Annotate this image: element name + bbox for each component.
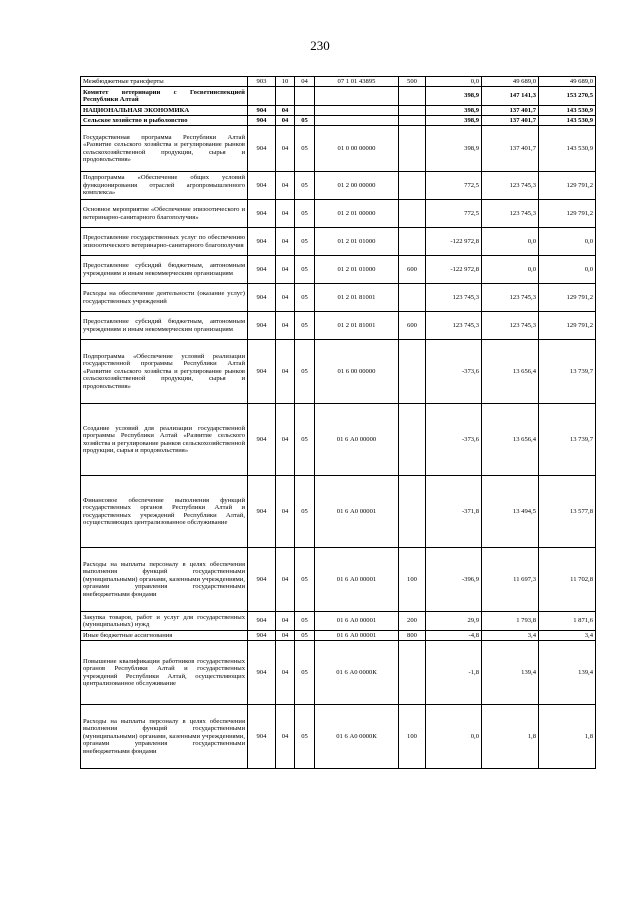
- row-subsection-code: 05: [295, 116, 315, 126]
- row-expense-type: 100: [399, 548, 426, 612]
- row-name: Повышение квалификации работников государственных органов Республики Алтай и государственных учреждений Республики Алтай, осуществляющих централизованное обслуживание: [81, 641, 248, 705]
- row-expense-type: [399, 172, 426, 200]
- row-ministry-code: 904: [248, 612, 276, 631]
- row-target-article: 01 6 А0 00001: [315, 612, 399, 631]
- table-row: [81, 612, 596, 631]
- row-expense-type: [399, 200, 426, 228]
- table-row: [81, 404, 596, 476]
- row-section-code: 04: [276, 476, 295, 548]
- row-ministry-code: 904: [248, 172, 276, 200]
- row-target-article: 01 2 01 81001: [315, 284, 399, 312]
- row-amount-2: 137 401,7: [482, 106, 539, 116]
- row-ministry-code: 904: [248, 312, 276, 340]
- row-amount-2: 49 689,0: [482, 77, 539, 87]
- row-ministry-code: 903: [248, 77, 276, 87]
- row-ministry-code: 904: [248, 200, 276, 228]
- row-amount-1: -396,9: [426, 548, 482, 612]
- row-amount-1: -373,6: [426, 340, 482, 404]
- row-amount-1: -1,8: [426, 641, 482, 705]
- row-name: Подпрограмма «Обеспечение условий реализации государственной программы Республики Алтай «Развитие сельского хозяйства и регулирование рынков сельскохозяйственной продукции, сырья и продовольствия»: [81, 340, 248, 404]
- row-target-article: 07 1 01 43895: [315, 77, 399, 87]
- row-name: Подпрограмма «Обеспечение общих условий функционирования отраслей агропромышленного комплекса»: [81, 172, 248, 200]
- row-subsection-code: [295, 106, 315, 116]
- row-subsection-code: 05: [295, 612, 315, 631]
- row-ministry-code: 904: [248, 476, 276, 548]
- row-expense-type: 800: [399, 631, 426, 641]
- row-subsection-code: 05: [295, 126, 315, 172]
- table-row: [81, 116, 596, 126]
- row-section-code: 04: [276, 126, 295, 172]
- row-section-code: 04: [276, 256, 295, 284]
- row-target-article: 01 6 00 00000: [315, 340, 399, 404]
- row-amount-2: 123 745,3: [482, 312, 539, 340]
- row-ministry-code: 904: [248, 548, 276, 612]
- table-row: [81, 284, 596, 312]
- row-amount-3: 129 791,2: [539, 200, 596, 228]
- row-ministry-code: 904: [248, 256, 276, 284]
- row-expense-type: [399, 340, 426, 404]
- row-name: Закупка товаров, работ и услуг для государственных (муниципальных) нужд: [81, 612, 248, 631]
- row-amount-1: 398,9: [426, 116, 482, 126]
- row-ministry-code: 904: [248, 284, 276, 312]
- row-name: Государственная программа Республики Алтай «Развитие сельского хозяйства и регулирование рынков сельскохозяйственной продукции, сырья и продовольствия»: [81, 126, 248, 172]
- row-amount-1: 0,0: [426, 77, 482, 87]
- page-number: 230: [310, 38, 330, 53]
- row-name: Расходы на обеспечение деятельности (оказание услуг) государственных учреждений: [81, 284, 248, 312]
- row-target-article: 01 2 01 01000: [315, 256, 399, 284]
- row-target-article: 01 2 01 01000: [315, 228, 399, 256]
- row-name: Сельское хозяйство и рыболовство: [81, 116, 248, 126]
- table-row: [81, 256, 596, 284]
- row-amount-2: 139,4: [482, 641, 539, 705]
- row-subsection-code: 05: [295, 705, 315, 769]
- row-name: Расходы на выплаты персоналу в целях обеспечения выполнения функций государственными (муниципальными) органами, казенными учреждениями, органами управления государственными внебюджетными фондами: [81, 548, 248, 612]
- row-subsection-code: 05: [295, 312, 315, 340]
- row-target-article: 01 6 А0 00000: [315, 404, 399, 476]
- row-subsection-code: 05: [295, 641, 315, 705]
- row-subsection-code: 05: [295, 200, 315, 228]
- row-section-code: 04: [276, 631, 295, 641]
- row-target-article: 01 6 А0 0000К: [315, 705, 399, 769]
- row-amount-1: -122 972,8: [426, 228, 482, 256]
- row-amount-3: 11 702,8: [539, 548, 596, 612]
- budget-table-body: [81, 77, 596, 769]
- row-section-code: 04: [276, 200, 295, 228]
- table-row: [81, 340, 596, 404]
- row-name: Предоставление субсидий бюджетным, автономным учреждениям и иным некоммерческим организациям: [81, 256, 248, 284]
- table-row: [81, 548, 596, 612]
- row-amount-2: 11 697,3: [482, 548, 539, 612]
- row-name: НАЦИОНАЛЬНАЯ ЭКОНОМИКА: [81, 106, 248, 116]
- row-subsection-code: [295, 87, 315, 106]
- row-expense-type: [399, 284, 426, 312]
- row-amount-3: 129 791,2: [539, 312, 596, 340]
- row-name: Комитет ветеринарии с Госветинспекцией Республики Алтай: [81, 87, 248, 106]
- row-amount-3: 129 791,2: [539, 284, 596, 312]
- row-amount-2: 13 494,5: [482, 476, 539, 548]
- row-target-article: [315, 116, 399, 126]
- row-amount-3: 49 689,0: [539, 77, 596, 87]
- table-row: [81, 312, 596, 340]
- row-ministry-code: 904: [248, 228, 276, 256]
- row-name: Межбюджетные трансферты: [81, 77, 248, 87]
- row-section-code: 04: [276, 284, 295, 312]
- row-name: Финансовое обеспечение выполнения функций государственных органов Республики Алтай и государственных учреждений Республики Алтай, осуществляющих централизованное обслуживание: [81, 476, 248, 548]
- row-amount-3: 13 739,7: [539, 404, 596, 476]
- row-target-article: 01 6 А0 00001: [315, 476, 399, 548]
- row-amount-2: 137 401,7: [482, 126, 539, 172]
- table-row: [81, 106, 596, 116]
- row-subsection-code: 05: [295, 548, 315, 612]
- row-amount-1: 29,9: [426, 612, 482, 631]
- table-row: [81, 705, 596, 769]
- row-section-code: 04: [276, 705, 295, 769]
- row-ministry-code: 904: [248, 340, 276, 404]
- row-subsection-code: 05: [295, 340, 315, 404]
- row-subsection-code: 05: [295, 172, 315, 200]
- row-ministry-code: 904: [248, 631, 276, 641]
- row-ministry-code: 904: [248, 705, 276, 769]
- row-amount-2: 0,0: [482, 256, 539, 284]
- row-amount-3: 143 530,9: [539, 116, 596, 126]
- row-amount-2: 137 401,7: [482, 116, 539, 126]
- row-target-article: [315, 87, 399, 106]
- row-expense-type: 200: [399, 612, 426, 631]
- row-section-code: 04: [276, 548, 295, 612]
- row-target-article: 01 6 А0 00001: [315, 631, 399, 641]
- row-subsection-code: 04: [295, 77, 315, 87]
- row-section-code: 04: [276, 340, 295, 404]
- row-target-article: 01 2 01 81001: [315, 312, 399, 340]
- row-target-article: 01 6 А0 0000К: [315, 641, 399, 705]
- budget-table: [80, 76, 596, 769]
- row-amount-1: 398,9: [426, 106, 482, 116]
- row-amount-3: 1 871,6: [539, 612, 596, 631]
- row-section-code: 04: [276, 172, 295, 200]
- row-expense-type: 500: [399, 77, 426, 87]
- row-section-code: 04: [276, 312, 295, 340]
- row-expense-type: [399, 116, 426, 126]
- table-row: [81, 77, 596, 87]
- row-amount-1: -122 972,8: [426, 256, 482, 284]
- row-amount-3: 0,0: [539, 228, 596, 256]
- row-expense-type: [399, 106, 426, 116]
- table-row: [81, 87, 596, 106]
- row-target-article: 01 0 00 00000: [315, 126, 399, 172]
- row-amount-3: 143 530,9: [539, 106, 596, 116]
- row-amount-3: 13 739,7: [539, 340, 596, 404]
- row-amount-3: 129 791,2: [539, 172, 596, 200]
- row-expense-type: 600: [399, 312, 426, 340]
- row-subsection-code: 05: [295, 228, 315, 256]
- row-amount-3: 0,0: [539, 256, 596, 284]
- row-amount-2: 13 656,4: [482, 404, 539, 476]
- row-subsection-code: 05: [295, 256, 315, 284]
- row-amount-3: 1,8: [539, 705, 596, 769]
- row-expense-type: 100: [399, 705, 426, 769]
- row-amount-2: 123 745,3: [482, 172, 539, 200]
- row-ministry-code: 904: [248, 126, 276, 172]
- row-amount-1: 772,5: [426, 172, 482, 200]
- row-amount-1: 398,9: [426, 126, 482, 172]
- row-amount-3: 139,4: [539, 641, 596, 705]
- row-subsection-code: 05: [295, 404, 315, 476]
- table-row: [81, 228, 596, 256]
- row-section-code: 04: [276, 404, 295, 476]
- table-row: [81, 631, 596, 641]
- row-amount-2: 13 656,4: [482, 340, 539, 404]
- row-amount-2: 1 793,8: [482, 612, 539, 631]
- row-amount-1: 398,9: [426, 87, 482, 106]
- row-expense-type: [399, 404, 426, 476]
- row-section-code: 04: [276, 612, 295, 631]
- row-amount-3: 3,4: [539, 631, 596, 641]
- row-target-article: [315, 106, 399, 116]
- row-amount-2: 0,0: [482, 228, 539, 256]
- row-amount-1: 123 745,3: [426, 284, 482, 312]
- row-amount-2: 3,4: [482, 631, 539, 641]
- row-section-code: 04: [276, 641, 295, 705]
- row-amount-1: -373,6: [426, 404, 482, 476]
- row-amount-1: -371,8: [426, 476, 482, 548]
- row-expense-type: [399, 228, 426, 256]
- row-amount-2: 123 745,3: [482, 284, 539, 312]
- row-expense-type: [399, 641, 426, 705]
- table-row: [81, 641, 596, 705]
- row-section-code: 10: [276, 77, 295, 87]
- row-amount-2: 147 141,3: [482, 87, 539, 106]
- row-subsection-code: 05: [295, 476, 315, 548]
- row-name: Предоставление государственных услуг по обеспечению эпизоотического ветеринарно-санитарного благополучия: [81, 228, 248, 256]
- row-amount-1: -4,8: [426, 631, 482, 641]
- row-amount-1: 123 745,3: [426, 312, 482, 340]
- row-subsection-code: 05: [295, 284, 315, 312]
- row-ministry-code: 904: [248, 116, 276, 126]
- row-amount-3: 13 577,8: [539, 476, 596, 548]
- row-name: Создание условий для реализации государственной программы Республики Алтай «Развитие сельского хозяйства и регулирование рынков сельскохозяйственной продукции, сырья и продовольствия»: [81, 404, 248, 476]
- row-name: Расходы на выплаты персоналу в целях обеспечения выполнения функций государственными (муниципальными) органами, казенными учреждениями, органами управления государственными внебюджетными фондами: [81, 705, 248, 769]
- row-name: Предоставление субсидий бюджетным, автономным учреждениям и иным некоммерческим организациям: [81, 312, 248, 340]
- row-expense-type: [399, 476, 426, 548]
- row-ministry-code: [248, 87, 276, 106]
- row-amount-1: 0,0: [426, 705, 482, 769]
- row-amount-2: 1,8: [482, 705, 539, 769]
- row-target-article: 01 2 01 00000: [315, 200, 399, 228]
- row-expense-type: [399, 87, 426, 106]
- table-row: [81, 126, 596, 172]
- row-amount-1: 772,5: [426, 200, 482, 228]
- row-ministry-code: 904: [248, 404, 276, 476]
- row-name: Иные бюджетные ассигнования: [81, 631, 248, 641]
- row-ministry-code: 904: [248, 641, 276, 705]
- row-expense-type: 600: [399, 256, 426, 284]
- row-amount-3: 153 270,5: [539, 87, 596, 106]
- table-row: [81, 172, 596, 200]
- row-target-article: 01 6 А0 00001: [315, 548, 399, 612]
- row-subsection-code: 05: [295, 631, 315, 641]
- row-name: Основное мероприятие «Обеспечение эпизоотического и ветеринарно-санитарного благополучия»: [81, 200, 248, 228]
- row-section-code: 04: [276, 228, 295, 256]
- table-row: [81, 200, 596, 228]
- row-section-code: 04: [276, 116, 295, 126]
- table-row: [81, 476, 596, 548]
- row-section-code: 04: [276, 106, 295, 116]
- row-expense-type: [399, 126, 426, 172]
- row-ministry-code: 904: [248, 106, 276, 116]
- row-amount-3: 143 530,9: [539, 126, 596, 172]
- row-amount-2: 123 745,3: [482, 200, 539, 228]
- row-target-article: 01 2 00 00000: [315, 172, 399, 200]
- row-section-code: [276, 87, 295, 106]
